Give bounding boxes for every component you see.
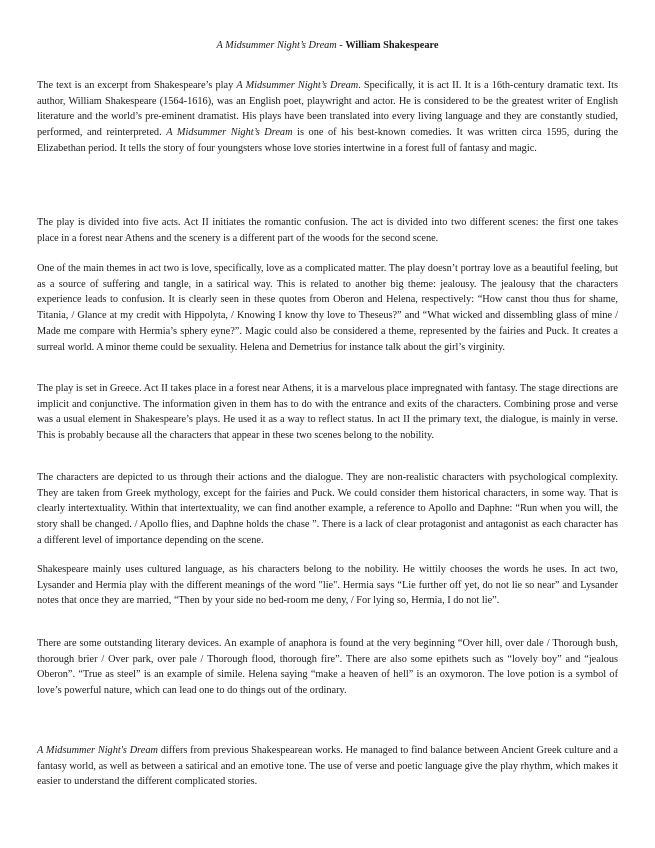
italic-title-segment: A Midsummer Night’s Dream [236, 80, 359, 91]
document-title [37, 39, 618, 52]
paragraph-introduction [37, 78, 618, 157]
italic-title-segment: A Midsummer Night's Dream [37, 745, 158, 756]
text-segment: The play is set in Greece. Act II takes place in a forest near Athens, it is a marvelous place impregnated with fantasy. The stage directions are implicit and conjunctive. The information given in them has to do with the entrance and exits of the characters. Combining prose and verse was a usual element in Shakespeare’s plays. He used it as a way to reflect status. In act II the primary text, the dialogue, is mainly in verse. This is probably because all the characters that appear in these two scenes belong to the nobility. [37, 383, 618, 442]
text-segment: differs from previous Shakespearean works. He managed to find balance between Ancient Greek culture and a fantasy world, as well as between a satirical and an emotive tone. The use of verse and poetic language give the play rhythm, which makes it easier to understand the different complicated stories. [37, 745, 618, 788]
text-segment: The text is an excerpt from Shakespeare’s play [37, 80, 237, 91]
italic-title-segment: A Midsummer Night’s Dream [166, 127, 293, 139]
paragraph-themes [37, 261, 618, 355]
text-segment: One of the main themes in act two is love, specifically, love as a complicated matter. The play doesn’t portray love as a beautiful feeling, but as a source of suffering and tangle, in a satirical way. This is related to another big theme: jealousy. The jealousy that the characters experience leads to confusion. It is clearly seen in these quotes from Oberon and Helena, respectively: “How canst thou thus for shame, Titania, / Glance at my credit with Hippolyta, / Knowing I know thy love to Theseus?” and “What wicked and dissembling glass of mine / Made me compare with Hermia’s sphery eyne?”. Magic could also be considered a theme, represented by the fairies and Puck. It creates a surreal world. A minor theme could be sexuality. Helena and Demetrius for instance talk about the girl’s virginity. [37, 263, 618, 353]
text-segment: Shakespeare mainly uses cultured language, as his characters belong to the nobility. He wittily chooses the words he uses. In act two, Lysander and Hermia play with the different meanings of the word "lie". Hermia says “Lie further off yet, do not lie so near” and Lysander notes that once they are married, “Then by your side no bed-room me deny, / For lying so, Hermia, I do not lie”. [37, 564, 618, 607]
text-segment: The play is divided into five acts. Act II initiates the romantic confusion. The act is divided into two different scenes: the first one takes place in a forest near Athens and the scenery is a different part of the woods for the second scene. [37, 217, 618, 244]
paragraph-setting [37, 381, 618, 444]
text-segment: There are some outstanding literary devices. An example of anaphora is found at the very beginning “Over hill, over dale / Thorough bush, thorough brier / Over park, over pale / Thorough flood, thorough fire”. There are also some epithets such as “lovely boy” and “jealous Oberon”. “True as steel” is an example of simile. Helena saying “make a heaven of hell” is an oxymoron. The love potion is a symbol of love’s powerful nature, which can lead one to do things out of the ordinary. [37, 638, 618, 697]
text-segment: . Specifically, it is act II. It is a 16th-century dramatic text. Its author, William Shakespeare (1564-1616), was an English poet, playwright and actor. He is considered to be the greatest writer of English literature and the world’s pre-eminent dramatist. His plays have been translated into every living language and they are constantly studied, performed, and reinterpreted. [37, 80, 619, 139]
paragraph-language [37, 562, 618, 609]
title-separator: - [336, 40, 346, 51]
paragraph-literary-devices [37, 636, 618, 699]
paragraph-characters [37, 470, 618, 549]
title-author: William Shakespeare [345, 40, 439, 51]
paragraph-conclusion [37, 743, 618, 790]
text-segment: is one of his best-known comedies. It was written circa 1595, during the Elizabethan period. It tells the story of four youngsters whose love stories intertwine in a forest full of fantasy and magic. [37, 127, 619, 154]
text-segment: The characters are depicted to us through their actions and the dialogue. They are non-realistic characters with psychological complexity. They are taken from Greek mythology, except for the fairies and Puck. We could consider them historical characters, in some way. That is clearly intertextuality. Within that intertextuality, we can find another example, a reference to Apollo and Daphne: “Run when you will, the story shall be changed. / Apollo flies, and Daphne holds the chase ”. There is a lack of clear protagonist and antagonist as each character has a different level of importance depending on the scene. [37, 472, 618, 546]
title-work: A Midsummer Night’s Dream [216, 40, 337, 51]
paragraph-structure [37, 215, 618, 246]
